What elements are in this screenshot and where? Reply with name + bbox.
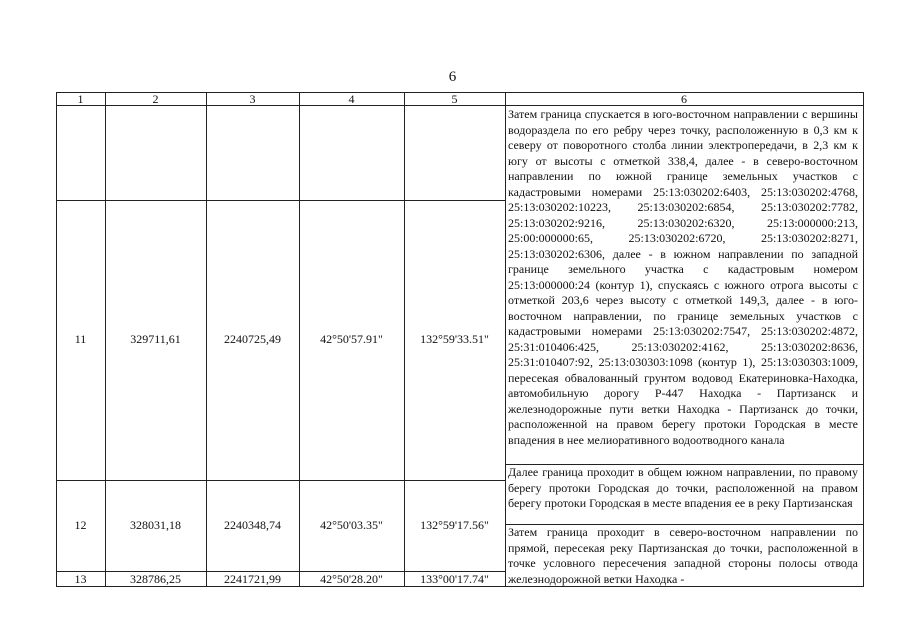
- column-header: 1: [77, 92, 84, 106]
- coordinates-table: [56, 92, 864, 587]
- longitude: 132°59'33.51": [420, 332, 489, 346]
- column-header: 3: [249, 92, 256, 106]
- coord-y: 2241721,99: [224, 572, 281, 586]
- latitude: 42°50'03.35": [320, 518, 383, 532]
- coord-y: 2240725,49: [224, 332, 281, 346]
- latitude: 42°50'28.20": [320, 572, 383, 586]
- boundary-description: Затем граница спускается в юго-восточном направлении с вершины водораздела по его ребру через точку, расположенную в 0,3 км к северу от поворотного столба линии электропередачи, в 2,3 км к югу от высоты с отметкой 338,4, далее - в северо-восточном направлении по южной границе земельных участков с кадастровыми номерами 25:13:030202:6403, 25:13:030202:4768, 25:13:030202:10223, 25:13:030202:6854, 25:13:030202:7782, 25:13:030202:9216, 25:13:030202:6320, 25:13:000000:213, 25:00:000000:65, 25:13:030202:6720, 25:13:030202:8271, 25:13:030202:6306, далее - в южном направлении по западной границе земельного участка с кадастровым номером 25:13:000000:24 (контур 1), спускаясь с южного отрога высоты с отметкой 203,6 через высоту с отметкой 149,3, далее - в юго-восточном направлении, по границе земельных участков с кадастровыми номерами 25:13:030202:7547, 25:13:030202:4872, 25:31:010406:425, 25:13:030202:4162, 25:13:030202:8636, 25:31:010407:92, 25:13:030303:1098 (контур 1), 25:13:030303:1009, пересекая обвалованный грунтом водовод Екатериновка-Находка, автомобильную дорогу Р-447 Находка - Партизанск и железнодорожные пути ветки Находка - Партизанск до точки, расположенной на правом берегу протоки Городская в месте впадения в нее мелиоративного водоотводного канала: [508, 107, 858, 447]
- point-number: 13: [74, 572, 87, 586]
- longitude: 133°00'17.74": [420, 572, 489, 586]
- table-rule: [56, 200, 506, 201]
- coord-x: 328786,25: [130, 572, 181, 586]
- table-rule: [863, 92, 864, 587]
- coord-x: 328031,18: [130, 518, 181, 532]
- column-header: 2: [152, 92, 159, 106]
- coord-y: 2240348,74: [224, 518, 281, 532]
- coord-x: 329711,61: [130, 332, 181, 346]
- point-number: 11: [74, 332, 87, 346]
- column-header: 6: [681, 92, 687, 106]
- table-rule: [56, 480, 506, 481]
- latitude: 42°50'57.91": [320, 332, 383, 346]
- point-number: 12: [74, 518, 87, 532]
- column-header: 5: [451, 92, 458, 106]
- longitude: 132°59'17.56": [420, 518, 489, 532]
- page-number: 6: [448, 69, 457, 85]
- boundary-description: Далее граница проходит в общем южном направлении, по правому берегу протоки Городская до точки, расположенной на правом берегу протоки Городская в месте впадения ее в реку Партизанская: [508, 465, 858, 510]
- boundary-description: Затем граница проходит в северо-восточном направлении по прямой, пересекая реку Партизанская до точки, расположенной в точке условного пересечения западной стороны полосы отвода железнодорожной ветки Находка -: [508, 525, 858, 586]
- table-rule: [505, 92, 506, 587]
- column-header: 4: [348, 92, 355, 106]
